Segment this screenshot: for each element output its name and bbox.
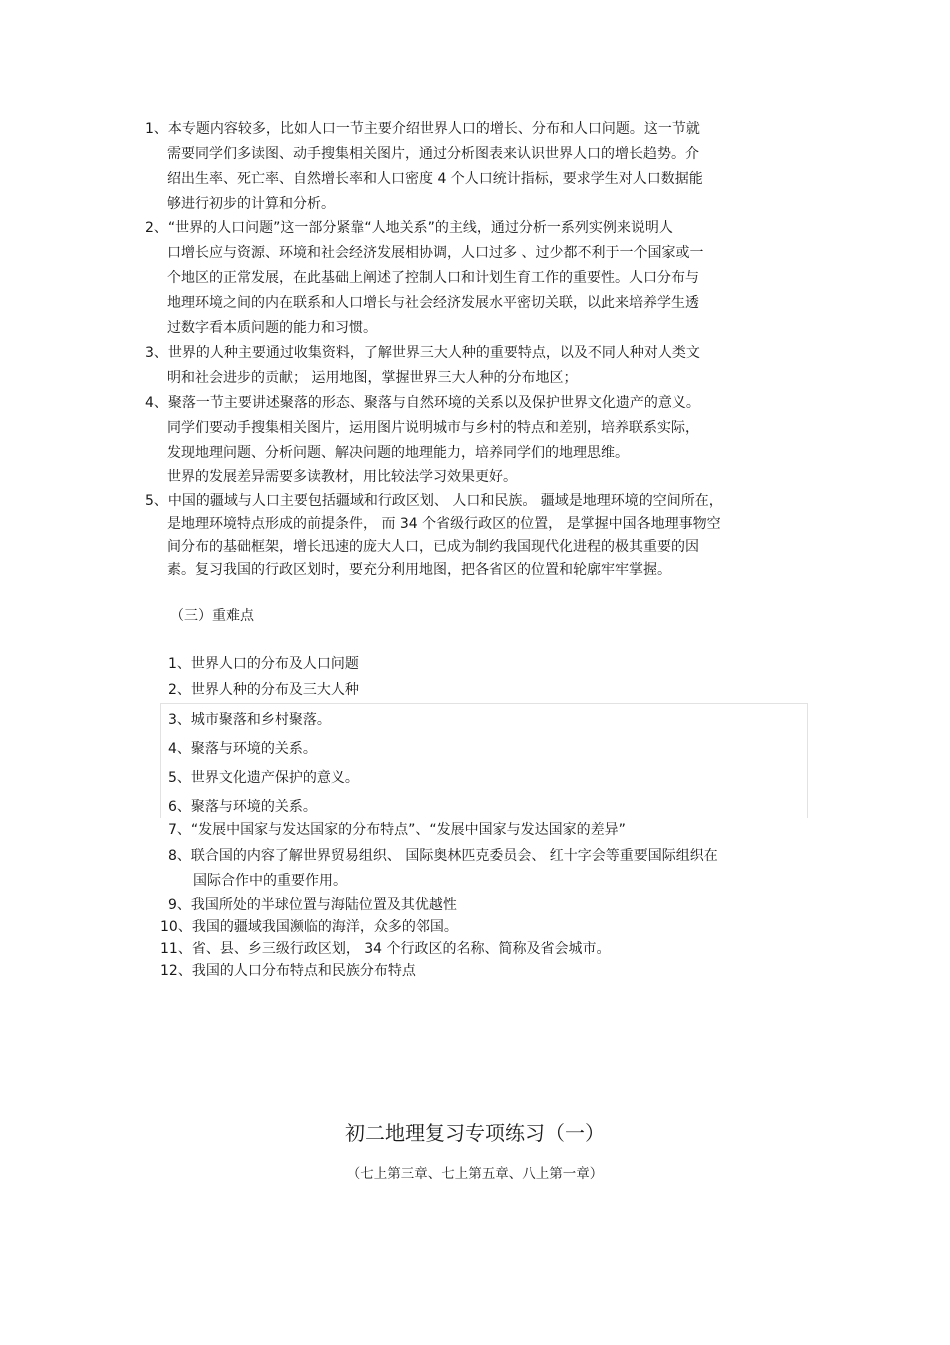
key-point-item: 5、世界文化遗产保护的意义。 — [168, 770, 359, 786]
key-point-item: 12、我国的人口分布特点和民族分布特点 — [160, 963, 416, 979]
key-point-item: 国际合作中的重要作用。 — [193, 873, 347, 889]
key-point-item: 8、联合国的内容了解世界贸易组织、 国际奥林匹克委员会、 红十字会等重要国际组织在 — [168, 848, 718, 864]
objective-4-line: 同学们要动手搜集相关图片，运用图片说明城市与乡村的特点和差别，培养联系实际， — [167, 420, 699, 436]
objective-2-line: 过数字看本质问题的能力和习惯。 — [167, 320, 377, 336]
key-point-item: 2、世界人种的分布及三大人种 — [168, 682, 359, 698]
section-heading: （三）重难点 — [170, 608, 254, 624]
key-point-item: 9、我国所处的半球位置与海陆位置及其优越性 — [168, 897, 457, 913]
key-point-item: 1、世界人口的分布及人口问题 — [168, 656, 359, 672]
objective-1-line: 绍出生率、死亡率、自然增长率和人口密度 4 个人口统计指标，要求学生对人口数据能 — [167, 171, 703, 187]
objective-3-line: 明和社会进步的贡献； 运用地图，掌握世界三大人种的分布地区； — [167, 370, 578, 386]
key-point-item: 3、城市聚落和乡村聚落。 — [168, 712, 331, 728]
key-point-item: 11、省、县、乡三级行政区划， 34 个行政区的名称、简称及省会城市。 — [160, 941, 611, 957]
objective-2-line: 口增长应与资源、环境和社会经济发展相协调，人口过多 、过少都不利于一个国家或一 — [167, 245, 704, 261]
objective-2-line: 个地区的正常发展，在此基础上阐述了控制人口和计划生育工作的重要性。人口分布与 — [167, 270, 699, 286]
objective-4-line: 4、聚落一节主要讲述聚落的形态、聚落与自然环境的关系以及保护世界文化遗产的意义。 — [145, 395, 700, 411]
key-point-item: 6、聚落与环境的关系。 — [168, 799, 317, 815]
objective-1-line: 1、本专题内容较多，比如人口一节主要介绍世界人口的增长、分布和人口问题。这一节就 — [145, 121, 700, 137]
objective-5-line: 素。复习我国的行政区划时，要充分利用地图，把各省区的位置和轮廓牢牢掌握。 — [167, 562, 671, 578]
objective-5-line: 是地理环境特点形成的前提条件， 而 34 个省级行政区的位置， 是掌握中国各地理事物空 — [167, 516, 721, 532]
key-point-item: 10、我国的疆域我国濒临的海洋，众多的邻国。 — [160, 919, 458, 935]
objective-2-line: 2、“世界的人口问题”这一部分紧靠“人地关系”的主线，通过分析一系列实例来说明人 — [145, 220, 673, 236]
objective-2-line: 地理环境之间的内在联系和人口增长与社会经济发展水平密切关联，以此来培养学生透 — [167, 295, 699, 311]
objective-5-line: 5、中国的疆域与人口主要包括疆域和行政区划、 人口和民族。 疆域是地理环境的空间所在， — [145, 493, 723, 509]
objective-1-line: 需要同学们多读图、动手搜集相关图片，通过分析图表来认识世界人口的增长趋势。介 — [167, 146, 699, 162]
objective-4-line: 世界的发展差异需要多读教材，用比较法学习效果更好。 — [167, 469, 517, 485]
objective-4-line: 发现地理问题、分析问题、解决问题的地理能力，培养同学们的地理思维。 — [167, 445, 629, 461]
objective-1-line: 够进行初步的计算和分析。 — [167, 196, 335, 212]
key-point-item: 4、聚落与环境的关系。 — [168, 741, 317, 757]
exercise-title: 初二地理复习专项练习（一） — [345, 1121, 605, 1145]
exercise-subtitle: （七上第三章、七上第五章、八上第一章） — [346, 1166, 604, 1182]
key-point-item: 7、“发展中国家与发达国家的分布特点”、“发展中国家与发达国家的差异” — [168, 822, 626, 838]
objective-5-line: 间分布的基础框架，增长迅速的庞大人口，已成为制约我国现代化进程的极其重要的因 — [167, 539, 699, 555]
objective-3-line: 3、世界的人种主要通过收集资料，了解世界三大人种的重要特点，以及不同人种对人类文 — [145, 345, 700, 361]
